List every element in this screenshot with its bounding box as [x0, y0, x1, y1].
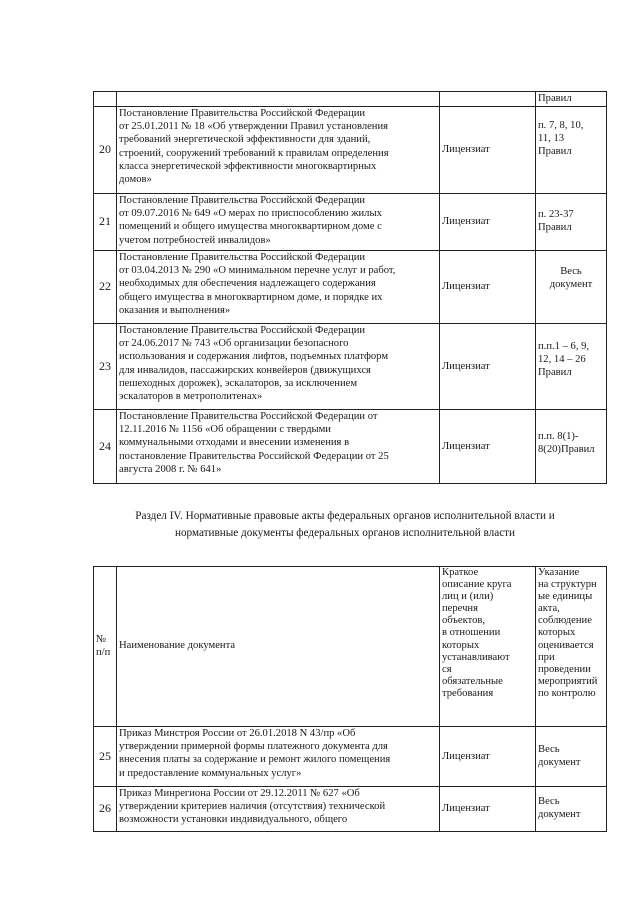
applies-to: Лицензиат [440, 727, 536, 787]
section-heading: Раздел IV. Нормативные правовые акты федеральных органов исполнительной власти и нормативные документы федеральных органов исполнительной власти [135, 510, 555, 539]
structural-units: Правил [536, 92, 607, 107]
header-num: № п/п [94, 567, 117, 727]
table-row [94, 787, 607, 832]
doc-name: Постановление Правительства Российской Федерации от 09.07.2016 № 649 «О мерах по приспособлению жилых помещений и общего имущества многоквартирном доме с учетом потребностей инвалидов» [117, 194, 440, 251]
structural-units: п.п. 8(1)- 8(20)Правил [536, 410, 607, 484]
structural-units: Весь документ [536, 251, 607, 324]
acts-table-government [93, 91, 607, 484]
structural-units: Весь документ [536, 787, 607, 832]
applies-to: Лицензиат [440, 787, 536, 832]
applies-to: Лицензиат [440, 410, 536, 484]
table-row [94, 194, 607, 251]
table-row [94, 251, 607, 324]
applies-to: Лицензиат [440, 251, 536, 324]
doc-name: Постановление Правительства Российской Федерации от 12.11.2016 № 1156 «Об обращении с твердыми коммунальными отходами и внесении изменения в постановление Правительства Российской Федерации от 25 августа 2008 г. № 641» [117, 410, 440, 484]
table-row [94, 107, 607, 194]
structural-units: Весь документ [536, 727, 607, 787]
row-num: 24 [94, 410, 117, 484]
doc-name: Постановление Правительства Российской Федерации от 24.06.2017 № 743 «Об организации безопасного использования и содержания лифтов, подъемных платформ для инвалидов, пассажирских конвейеров (движущихся пешеходных дорожек), эскалаторов, за исключением эскалаторов в метрополитенах» [117, 324, 440, 410]
table-row [94, 410, 607, 484]
table-row [94, 324, 607, 410]
doc-name: Постановление Правительства Российской Федерации от 03.04.2013 № 290 «О минимальном перечне услуг и работ, необходимых для обеспечения надлежащего содержания общего имущества в многоквартирном доме, и порядке их оказания и выполнения» [117, 251, 440, 324]
doc-name: Приказ Минстроя России от 26.01.2018 N 43/пр «Об утверждении примерной формы платежного документа для внесения платы за содержание и ремонт жилого помещения и предоставление коммунальных услуг» [117, 727, 440, 787]
row-num: 22 [94, 251, 117, 324]
table-row [94, 727, 607, 787]
header-structural-units: Указание на структурн ые единицы акта, соблюдение которых оценивается при проведении мероприятий по контролю [536, 567, 607, 727]
header-applies-to: Краткое описание круга лиц и (или) перечня объектов, в отношении которых устанавливают ся обязательные требования [440, 567, 536, 727]
table-row [94, 92, 607, 107]
acts-table-federal [93, 566, 607, 832]
structural-units: п.п.1 – 6, 9, 12, 14 – 26 Правил [536, 324, 607, 410]
row-num: 26 [94, 787, 117, 832]
row-num [94, 92, 117, 107]
table-header-row [94, 567, 607, 727]
row-num: 21 [94, 194, 117, 251]
row-num: 25 [94, 727, 117, 787]
applies-to: Лицензиат [440, 324, 536, 410]
row-num: 20 [94, 107, 117, 194]
applies-to [440, 92, 536, 107]
doc-name: Постановление Правительства Российской Федерации от 25.01.2011 № 18 «Об утверждении Правил установления требований энергетической эффективности для зданий, строений, сооружений требований к правилам определения класса энергетической эффективности многоквартирных домов» [117, 107, 440, 194]
structural-units: п. 23-37 Правил [536, 194, 607, 251]
row-num: 23 [94, 324, 117, 410]
applies-to: Лицензиат [440, 194, 536, 251]
doc-name [117, 92, 440, 107]
doc-name: Приказ Минрегиона России от 29.12.2011 № 627 «Об утверждении критериев наличия (отсутствия) технической возможности установки индивидуального, общего [117, 787, 440, 832]
structural-units: п. 7, 8, 10, 11, 13 Правил [536, 107, 607, 194]
applies-to: Лицензиат [440, 107, 536, 194]
header-doc-name: Наименование документа [117, 567, 440, 727]
